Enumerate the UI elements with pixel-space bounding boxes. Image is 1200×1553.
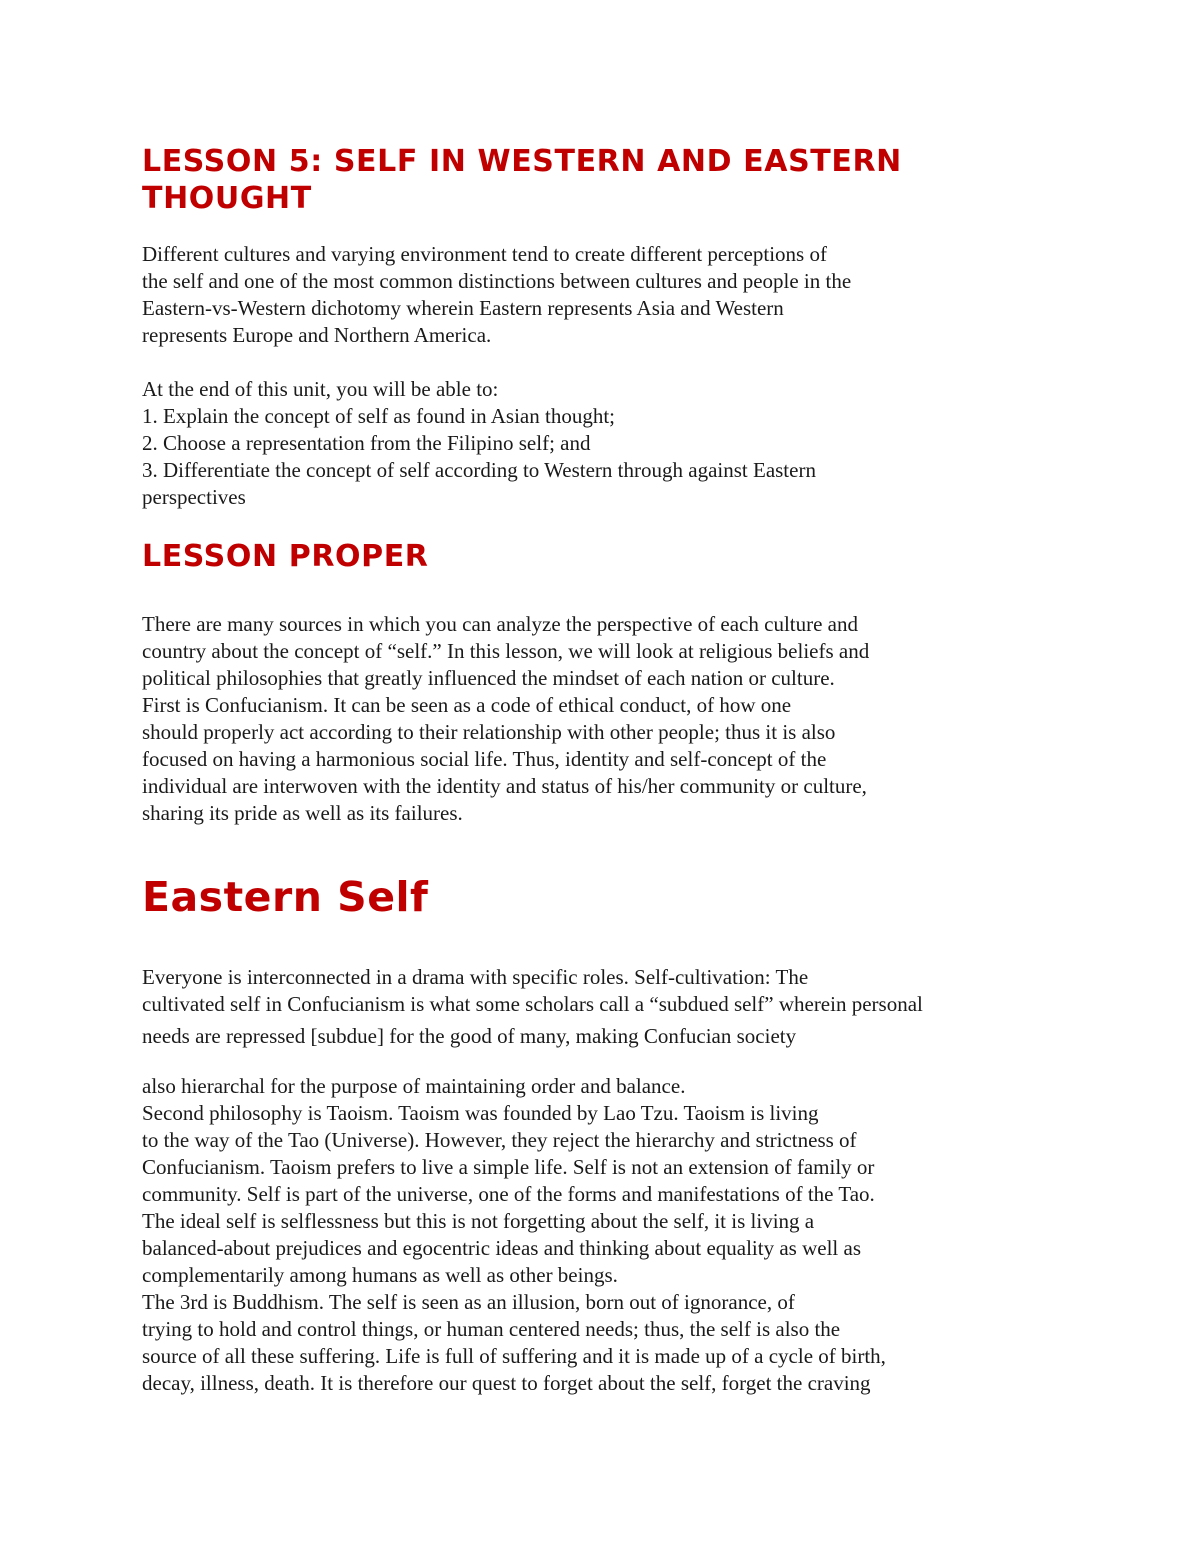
objective-item: 1. Explain the concept of self as found in Asian thought; bbox=[142, 404, 615, 428]
eastern-body-line: The 3rd is Buddhism. The self is seen as an illusion, born out of ignorance, of bbox=[142, 1290, 795, 1314]
intro-line: Eastern-vs-Western dichotomy wherein Eastern represents Asia and Western bbox=[142, 296, 784, 320]
objective-item: 3. Differentiate the concept of self according to Western through against Eastern bbox=[142, 458, 816, 482]
lesson-title-line-2: THOUGHT bbox=[142, 181, 312, 216]
eastern-body-line: also hierarchal for the purpose of maintaining order and balance. bbox=[142, 1074, 686, 1098]
lesson-body-line: focused on having a harmonious social life. Thus, identity and self-concept of the bbox=[142, 747, 827, 771]
objectives-intro: At the end of this unit, you will be able to: bbox=[142, 377, 499, 401]
lesson-body-line: political philosophies that greatly influenced the mindset of each nation or culture. bbox=[142, 666, 835, 690]
eastern-body-line: cultivated self in Confucianism is what some scholars call a “subdued self” wherein personal bbox=[142, 992, 923, 1016]
lesson-title-line-1: LESSON 5: SELF IN WESTERN AND EASTERN bbox=[142, 144, 902, 179]
eastern-body-line: source of all these suffering. Life is full of suffering and it is made up of a cycle of birth, bbox=[142, 1344, 886, 1368]
eastern-body-line: Second philosophy is Taoism. Taoism was founded by Lao Tzu. Taoism is living bbox=[142, 1101, 819, 1125]
intro-line: represents Europe and Northern America. bbox=[142, 323, 492, 347]
eastern-body-line: balanced-about prejudices and egocentric ideas and thinking about equality as well as bbox=[142, 1236, 861, 1260]
eastern-body-line: Everyone is interconnected in a drama with specific roles. Self-cultivation: The bbox=[142, 965, 809, 989]
lesson-proper-heading: LESSON PROPER bbox=[142, 539, 429, 574]
lesson-body-line: should properly act according to their relationship with other people; thus it is also bbox=[142, 720, 836, 744]
lesson-body-line: sharing its pride as well as its failures. bbox=[142, 801, 463, 825]
eastern-body-line: Confucianism. Taoism prefers to live a simple life. Self is not an extension of family or bbox=[142, 1155, 875, 1179]
eastern-body-line: The ideal self is selflessness but this is not forgetting about the self, it is living a bbox=[142, 1209, 815, 1233]
lesson-body-line: There are many sources in which you can analyze the perspective of each culture and bbox=[142, 612, 858, 636]
intro-line: the self and one of the most common distinctions between cultures and people in the bbox=[142, 269, 852, 293]
eastern-body-line: decay, illness, death. It is therefore our quest to forget about the self, forget the craving bbox=[142, 1371, 871, 1395]
objective-item: perspectives bbox=[142, 485, 246, 509]
eastern-body-line: complementarily among humans as well as other beings. bbox=[142, 1263, 618, 1287]
eastern-body-line: community. Self is part of the universe, one of the forms and manifestations of the Tao. bbox=[142, 1182, 875, 1206]
eastern-body-line: trying to hold and control things, or human centered needs; thus, the self is also the bbox=[142, 1317, 841, 1341]
lesson-body-line: individual are interwoven with the identity and status of his/her community or culture, bbox=[142, 774, 867, 798]
lesson-body-line: country about the concept of “self.” In this lesson, we will look at religious beliefs and bbox=[142, 639, 870, 663]
eastern-self-heading: Eastern Self bbox=[142, 873, 429, 921]
lesson-body-line: First is Confucianism. It can be seen as a code of ethical conduct, of how one bbox=[142, 693, 792, 717]
eastern-body-line: needs are repressed [subdue] for the good of many, making Confucian society bbox=[142, 1024, 797, 1048]
objective-item: 2. Choose a representation from the Filipino self; and bbox=[142, 431, 591, 455]
eastern-body-line: to the way of the Tao (Universe). However, they reject the hierarchy and strictness of bbox=[142, 1128, 857, 1152]
intro-line: Different cultures and varying environment tend to create different perceptions of bbox=[142, 242, 827, 266]
lesson-title bbox=[142, 143, 902, 217]
